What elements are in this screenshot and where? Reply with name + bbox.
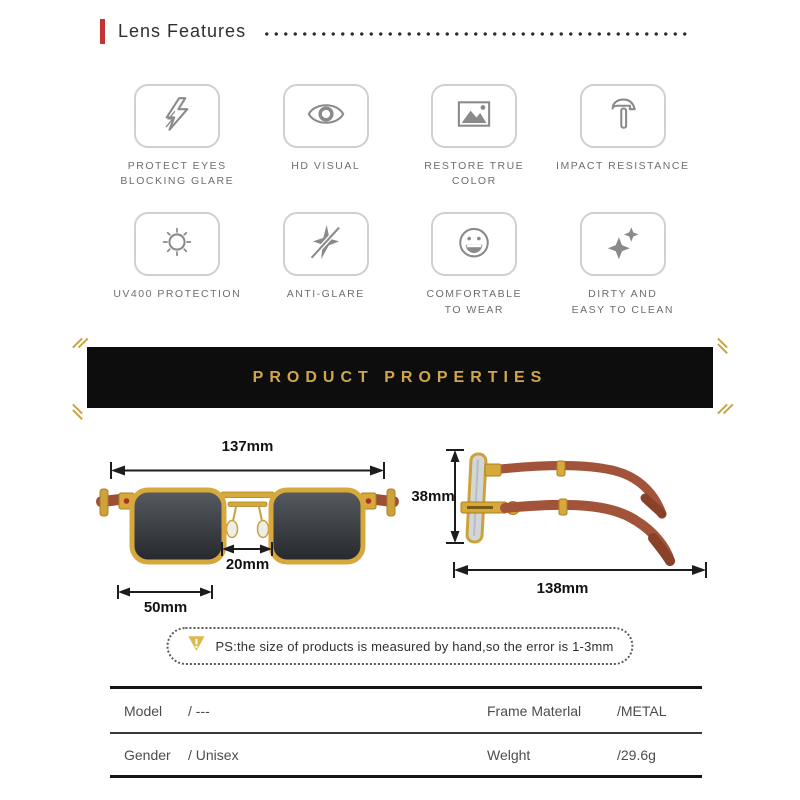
feature-impact-resistance bbox=[549, 84, 698, 189]
spec-value: /29.6g bbox=[617, 746, 656, 763]
banner-corner-accent bbox=[72, 338, 83, 349]
front-view-diagram bbox=[95, 438, 400, 628]
product-properties-banner bbox=[87, 347, 713, 408]
spec-value: / Unisex bbox=[188, 746, 239, 763]
note-text: PS:the size of products is measured by hand,so the error is 1-3mm bbox=[215, 638, 614, 654]
sunglasses-side-illustration bbox=[405, 438, 720, 628]
dimension-lens-height: 38mm bbox=[411, 488, 455, 505]
feature-restore-true-color bbox=[400, 84, 549, 189]
dimension-total-width: 137mm bbox=[221, 438, 274, 455]
hammer-icon bbox=[601, 92, 645, 141]
banner-corner-accent bbox=[717, 404, 728, 415]
feature-protect-eyes bbox=[103, 84, 252, 189]
section-title: Lens Features bbox=[118, 21, 247, 41]
sun-icon bbox=[155, 220, 199, 269]
side-view-diagram bbox=[405, 438, 720, 628]
feature-comfortable bbox=[400, 212, 549, 317]
feature-label: HD VISUAL bbox=[291, 160, 361, 172]
feature-label: UV400 PROTECTION bbox=[113, 288, 242, 301]
feature-anti-glare bbox=[252, 212, 401, 317]
dotted-divider bbox=[262, 29, 692, 39]
feature-easy-to-clean bbox=[549, 212, 698, 317]
sparkles-icon bbox=[601, 220, 645, 269]
banner-corner-accent bbox=[72, 404, 83, 415]
spec-label: Frame Materlal bbox=[487, 702, 582, 719]
lens-features-header bbox=[100, 19, 692, 44]
dimension-bridge-width: 20mm bbox=[225, 556, 270, 573]
table-row bbox=[110, 732, 702, 775]
smiley-icon bbox=[452, 220, 496, 269]
spec-value: /METAL bbox=[617, 702, 667, 719]
table-row bbox=[110, 689, 702, 732]
feature-label: PROTECT EYES bbox=[127, 160, 227, 172]
dimension-lens-width: 50mm bbox=[143, 599, 188, 616]
feature-label: RESTORE TRUE COLOR bbox=[424, 160, 525, 188]
spec-value: / --- bbox=[188, 702, 210, 719]
feature-label: EASY TO CLEAN bbox=[571, 303, 674, 316]
feature-label: DIRTY AND bbox=[588, 288, 658, 301]
feature-label: COMFORTABLE bbox=[426, 288, 522, 301]
feature-hd-visual bbox=[252, 84, 401, 189]
warning-icon bbox=[186, 634, 206, 658]
eye-icon bbox=[304, 92, 348, 141]
lightning-bolt-icon bbox=[155, 92, 199, 141]
anti-glare-icon bbox=[304, 220, 348, 269]
feature-uv400 bbox=[103, 212, 252, 317]
lens-features-grid bbox=[103, 84, 697, 318]
feature-label: ANTI-GLARE bbox=[286, 288, 365, 301]
picture-icon bbox=[452, 92, 496, 141]
spec-label: Model bbox=[124, 702, 163, 719]
spec-label: Gender bbox=[124, 746, 171, 763]
feature-label: TO WEAR bbox=[444, 303, 504, 316]
dimension-temple-length: 138mm bbox=[536, 580, 589, 597]
spec-table bbox=[110, 686, 702, 778]
header-accent-bar bbox=[100, 19, 105, 44]
banner-corner-accent bbox=[717, 338, 728, 349]
spec-label: Welght bbox=[487, 746, 531, 763]
banner-title: PRODUCT PROPERTIES bbox=[252, 368, 548, 386]
feature-label: BLOCKING GLARE bbox=[120, 175, 235, 188]
feature-label: IMPACT RESISTANCE bbox=[556, 160, 690, 172]
measurement-note bbox=[166, 627, 633, 665]
